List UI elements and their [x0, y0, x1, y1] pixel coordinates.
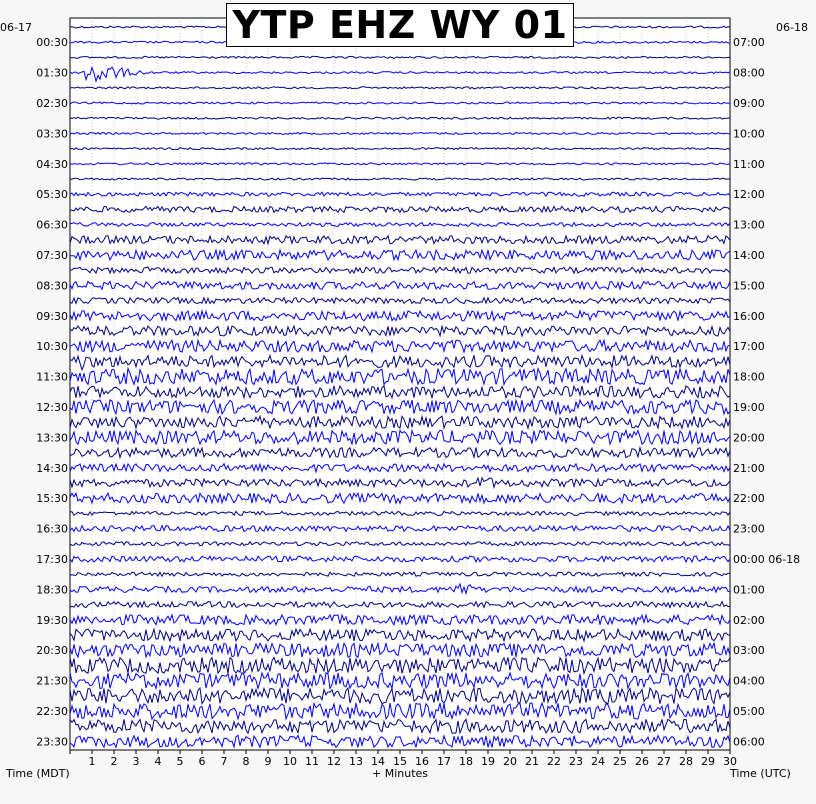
x-tick-label: 14: [371, 755, 385, 768]
right-time-label: 07:00: [733, 36, 765, 50]
right-time-label: 01:00: [733, 583, 765, 597]
x-tick-label: 26: [635, 755, 649, 768]
x-tick-label: 10: [283, 755, 297, 768]
left-time-label: 18:30: [36, 583, 68, 597]
left-time-label: 21:30: [36, 674, 68, 688]
left-time-label: 06:30: [36, 218, 68, 232]
x-tick-label: 30: [723, 755, 737, 768]
left-time-label: 01:30: [36, 66, 68, 80]
x-tick-label: 28: [679, 755, 693, 768]
left-time-label: 13:30: [36, 431, 68, 445]
right-time-label: 18:00: [733, 370, 765, 384]
x-tick-label: 23: [569, 755, 583, 768]
left-time-label: 16:30: [36, 522, 68, 536]
right-time-label: 12:00: [733, 188, 765, 202]
left-time-label: 20:30: [36, 644, 68, 658]
right-time-label: 20:00: [733, 431, 765, 445]
left-time-label: 22:30: [36, 705, 68, 718]
x-tick-label: 2: [110, 755, 118, 768]
x-tick-label: 17: [437, 755, 451, 768]
left-time-label: 15:30: [36, 492, 68, 506]
x-tick-label: 15: [393, 755, 407, 768]
right-time-label: 06:00: [733, 735, 765, 749]
x-tick-group: [70, 750, 737, 768]
left-time-label: 07:30: [36, 249, 68, 262]
x-tick-label: 21: [525, 755, 539, 768]
left-time-label: 08:30: [36, 279, 68, 293]
right-time-label: 04:00: [733, 674, 765, 688]
chart-title: YTP EHZ WY 01: [226, 3, 574, 47]
x-tick-label: 29: [701, 755, 715, 768]
x-tick-label: 8: [242, 755, 250, 768]
x-tick-label: 12: [327, 755, 341, 768]
right-time-label: 02:00: [733, 613, 765, 627]
left-date-label: 06-17: [0, 21, 32, 34]
left-time-label: 03:30: [36, 127, 68, 141]
right-time-label: 21:00: [733, 461, 765, 475]
right-time-label: 05:00: [733, 705, 765, 718]
x-tick-label: 25: [613, 755, 627, 768]
right-time-label: 17:00: [733, 340, 765, 354]
x-tick-label: 18: [459, 755, 473, 768]
right-time-label: 10:00: [733, 127, 765, 141]
right-time-label: 14:00: [733, 249, 765, 262]
right-time-label: 03:00: [733, 644, 765, 658]
x-tick-label: 24: [591, 755, 605, 768]
right-time-label: 16:00: [733, 309, 765, 323]
left-time-label: 04:30: [36, 157, 68, 171]
left-time-label: 05:30: [36, 188, 68, 202]
left-time-label: 11:30: [36, 370, 68, 384]
x-tick-label: 5: [176, 755, 184, 768]
left-time-label: 14:30: [36, 461, 68, 475]
x-tick-label: 11: [305, 755, 319, 768]
left-time-label: 10:30: [36, 340, 68, 354]
right-time-label: 19:00: [733, 401, 765, 414]
left-time-label: 12:30: [36, 401, 68, 414]
right-time-label: 00:00 06-18: [733, 553, 801, 566]
right-axis-title: Time (UTC): [730, 767, 791, 780]
left-time-label: 09:30: [36, 309, 68, 323]
right-time-label: 23:00: [733, 522, 765, 536]
x-axis-title: + Minutes: [372, 767, 429, 780]
left-time-label: 02:30: [36, 97, 68, 110]
right-time-label: 22:00: [733, 492, 765, 506]
x-tick-label: 6: [198, 755, 206, 768]
left-axis-title: Time (MDT): [6, 767, 70, 780]
x-tick-label: 1: [88, 755, 96, 768]
x-tick-label: 16: [415, 755, 429, 768]
right-time-label: 15:00: [733, 279, 765, 293]
x-tick-label: 7: [220, 755, 228, 768]
right-time-label: 09:00: [733, 97, 765, 110]
x-tick-label: 19: [481, 755, 495, 768]
x-tick-label: 13: [349, 755, 363, 768]
right-time-label: 13:00: [733, 218, 765, 232]
x-tick-label: 9: [264, 755, 272, 768]
x-tick-label: 20: [503, 755, 517, 768]
x-tick-label: 22: [547, 755, 561, 768]
x-tick-label: 27: [657, 755, 671, 768]
left-time-label: 19:30: [36, 613, 68, 627]
right-time-label: 08:00: [733, 66, 765, 80]
left-time-label: 23:30: [36, 735, 68, 749]
left-time-label: 00:30: [36, 36, 68, 50]
left-time-label: 17:30: [36, 553, 68, 566]
x-tick-label: 3: [132, 755, 140, 768]
x-tick-label: 4: [154, 755, 162, 768]
right-time-label: 11:00: [733, 157, 765, 171]
right-date-label: 06-18: [776, 21, 808, 34]
